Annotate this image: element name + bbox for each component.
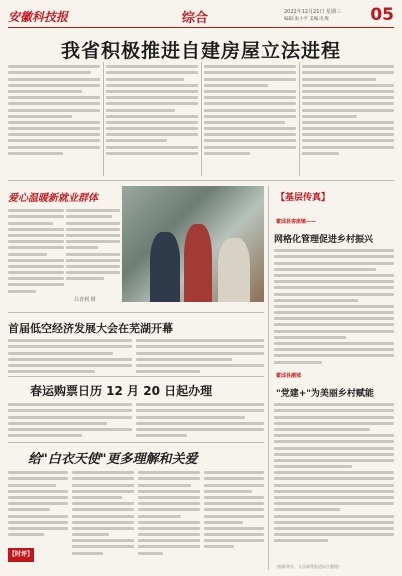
subhead-low-altitude: 首届低空经济发展大会在芜湖开幕: [8, 322, 173, 335]
section-name: 综合: [182, 11, 209, 26]
paper-name: 安徽科技报: [8, 10, 69, 24]
subhead-medical-workers: 给"白衣天使"更多理解和关爱: [28, 452, 198, 467]
sub-article-text: [72, 468, 134, 564]
opinion-tag: 【时评】: [8, 548, 34, 562]
issue-date: 2022年12月21日 星期三: [284, 9, 342, 15]
sub-article-text: [8, 400, 132, 440]
sub-article-text: [8, 336, 132, 376]
side-article-text: [274, 246, 394, 376]
main-headline: 我省积极推进自建房屋立法进程: [60, 40, 341, 62]
editor-line: 编辑:张小平 美编:孔维: [284, 17, 329, 22]
source-note: （据新华社、人民网等报道综合整理）: [274, 564, 342, 569]
article-column: [8, 62, 100, 176]
sub-article-text: [8, 468, 68, 546]
side-headline-2: "党建+"为美丽乡村赋能: [276, 389, 374, 399]
sub-article-text: [136, 400, 264, 440]
sub-article-text: [136, 336, 264, 376]
feature-text: [8, 206, 64, 306]
feature-text: [66, 206, 120, 306]
article-column: [302, 62, 394, 176]
side-column-label: 霍邱县客座镇——: [276, 219, 317, 225]
sub-article-text: [204, 468, 264, 558]
masthead: [8, 6, 394, 28]
side-kicker: 【基层传真】: [276, 193, 331, 203]
news-photo: [122, 186, 264, 302]
side-headline: 网格化管理促进乡村振兴: [274, 235, 374, 245]
side-article-text: [274, 400, 394, 560]
article-column: [106, 62, 198, 176]
side-kicker-2: 霍邱县潮城: [276, 373, 302, 379]
feature-banner-title: 爱心温暖新就业群体: [8, 193, 98, 204]
page-number: 05: [370, 5, 394, 25]
photo-credit: 吕青利 摄: [74, 297, 96, 303]
subhead-spring-travel: 春运购票日历 12 月 20 日起办理: [30, 384, 213, 398]
article-column: [204, 62, 296, 176]
sub-article-text: [138, 468, 200, 564]
